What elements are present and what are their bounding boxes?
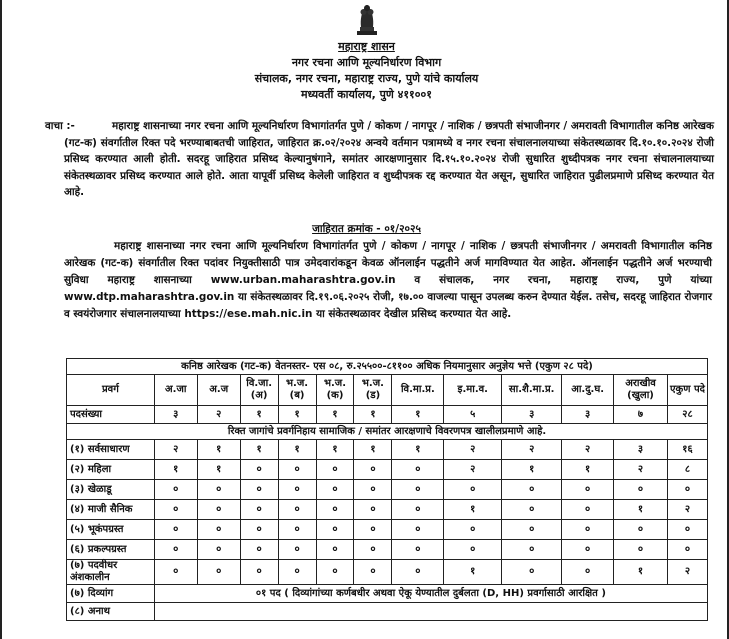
table-cell: १ [316, 406, 354, 424]
advertisement-body: महाराष्ट्र शासनाच्या नगर रचना आणि मूल्यनिर्धारण विभागांतर्गत पुणे / कोकण / नागपूर / नाशिक / छत्रपती संभाजीनगर / अमरावती विभागातील कनिष्ठ आरेखक (गट-क) संवर्गातील रिक्त पदांवर नियुक्तीसाठी पात्र उमेदवारांकडून केवळ ऑनलाईन पद्धतीने अर्ज मागविण्यात येत आहेत. ऑनलाईन पद्धतीने अर्ज भरण्याची सुविधा महाराष्ट्र शासनाच्या www.urban.maharashtra.gov.in व संचालक, नगर रचना, महाराष्ट्र राज्य, पुणे यांच्या www.dtp.maharashtra.gov.in या संकेतस्थळावर दि.१९.०६.२०२५ रोजी, १७.०० वाजल्या पासून उपलब्ध करुन देण्यात येईल. तसेच, सदरहू जाहिरात रोजगार व स्वयंरोजगार संचालनालयाच्या https://ese.mah.nic.in या संकेतस्थळावर देखील प्रसिध्द करण्यात येत आहे. [64, 240, 712, 320]
table-row [67, 560, 708, 585]
header-cell: एकुण पदे [667, 375, 707, 406]
table-cell: ० [444, 480, 502, 500]
table-cell: २ [667, 560, 707, 585]
divyang-row [67, 585, 708, 603]
reference-label: वाचा :- [45, 120, 75, 132]
table-title: कनिष्ठ आरेखक (गट-क) वेतनस्तर- एस ०८, रु.२५५००-८११०० अधिक नियमानुसार अनुज्ञेय भत्ते (एकुण २८ पदे) [67, 359, 708, 375]
header-cell: अराखीव (खुला) [614, 375, 668, 406]
table-cell: ० [278, 540, 316, 560]
table-cell: ० [354, 460, 392, 480]
table-cell: ० [444, 520, 502, 540]
table-cell: २ [614, 460, 668, 480]
table-cell: ० [562, 560, 614, 585]
table-cell: ० [197, 500, 240, 520]
table-cell: ० [667, 480, 707, 500]
table-cell: पदसंख्या [67, 406, 155, 424]
header-government: महाराष्ट्र शासन [338, 40, 395, 53]
row-category-label: (१) सर्वसाधारण [67, 440, 155, 460]
table-cell: ० [562, 480, 614, 500]
table-cell: ० [316, 480, 354, 500]
reservation-rows [67, 440, 708, 585]
table-cell: १ [154, 460, 197, 480]
header-cell: अ.ज [197, 375, 240, 406]
table-cell: १ [240, 440, 278, 460]
table-row [67, 540, 708, 560]
table-cell: ० [392, 500, 444, 520]
vacancy-table [66, 358, 708, 621]
table-cell: ० [614, 480, 668, 500]
row-category-label: (४) माजी सैनिक [67, 500, 155, 520]
reference-text: महाराष्ट्र शासनाच्या नगर रचना आणि मूल्यनिर्धारण विभागांतर्गत पुणे / कोकण / नागपूर / नाशिक / छत्रपती संभाजीनगर / अमरावती विभागातील कनिष्ठ आरेखक (गट-क) संवर्गातील रिक्त पदे भरण्याबाबतची जाहिरात, जाहिरात क्र.०२/२०२४ अन्वये वर्तमान पत्रामध्ये व नगर रचना संचालनालयाच्या संकेतस्थळावर दि.१०.१०.२०२४ रोजी प्रसिध्द करण्यात आली होती. सदरहू जाहिरात प्रसिध्द केल्यानुषंगाने, समांतर आरक्षणानुसार दि.१५.१०.२०२४ रोजी सुधारित शुध्दीपत्रक नगर रचना संचालनालयाच्या संकेतस्थळावर प्रसिध्द करण्यात आले होते. आता यापूर्वी प्रसिध्द केलेली जाहिरात व शुध्दीपत्रक रद्द करण्यात येत असून, सुधारित जाहिरात पुढीलप्रमाणे प्रसिध्द करण्यात येत आहे. [64, 120, 714, 198]
table-cell: १ [240, 406, 278, 424]
table-cell: २ [562, 440, 614, 460]
table-cell: १ [278, 406, 316, 424]
table-cell: ० [278, 520, 316, 540]
table-cell: ० [197, 560, 240, 585]
table-cell: ० [392, 460, 444, 480]
table-cell: ० [197, 520, 240, 540]
table-cell: ० [614, 520, 668, 540]
table-cell: ० [154, 520, 197, 540]
table-cell: ० [278, 480, 316, 500]
header-cell: भ.ज. (ब) [278, 375, 316, 406]
table-cell: ० [197, 540, 240, 560]
table-cell: १ [278, 440, 316, 460]
header-cell: अ.जा [154, 375, 197, 406]
table-cell: ० [392, 540, 444, 560]
table-cell: ० [278, 500, 316, 520]
reference-paragraph [45, 118, 714, 201]
table-cell: ० [502, 540, 562, 560]
table-cell: ० [444, 540, 502, 560]
table-cell: २ [197, 406, 240, 424]
table-cell: २ [444, 440, 502, 460]
table-cell: ० [316, 540, 354, 560]
table-subtitle: रिक्त जागांचे प्रवर्गनिहाय सामाजिक / समांतर आरक्षणाचे विवरणपत्र खालीलप्रमाणे आहे. [67, 424, 708, 440]
table-cell: ० [316, 460, 354, 480]
header-department: नगर रचना आणि मूल्यनिर्धारण विभाग [291, 56, 442, 69]
table-cell: ३ [154, 406, 197, 424]
table-cell: ० [240, 500, 278, 520]
row-category-label: (३) खेळाडू [67, 480, 155, 500]
anath-row [67, 603, 708, 621]
table-cell: ० [197, 480, 240, 500]
anath-empty [154, 603, 707, 621]
row-category-label: (६) प्रकल्पग्रस्त [67, 540, 155, 560]
table-cell: ८ [667, 460, 707, 480]
table-cell: ० [354, 560, 392, 585]
header-office: संचालक, नगर रचना, महाराष्ट्र राज्य, पुणे यांचे कार्यालय [254, 72, 479, 85]
table-cell: ५ [444, 406, 502, 424]
table-cell: २ [154, 440, 197, 460]
table-cell: ० [667, 520, 707, 540]
table-cell: १ [444, 500, 502, 520]
divyang-label: (७) दिव्यांग [67, 585, 155, 603]
table-cell: ० [562, 500, 614, 520]
table-cell: ० [154, 480, 197, 500]
table-cell: २ [444, 460, 502, 480]
header-cell: आ.दु.घ. [562, 375, 614, 406]
row-category-label: (५) भूकंपग्रस्त [67, 520, 155, 540]
table-row [67, 520, 708, 540]
table-cell: ० [278, 560, 316, 585]
table-cell: ० [240, 540, 278, 560]
table-cell: १ [444, 560, 502, 585]
table-cell: १ [502, 460, 562, 480]
table-cell: ० [154, 560, 197, 585]
header-cell: भ.ज. (ड) [354, 375, 392, 406]
table-cell: ० [667, 540, 707, 560]
table-cell: ० [392, 480, 444, 500]
header-cell: प्रवर्ग [67, 375, 155, 406]
row-category-label: (७) पदवीधर अंशकालीन [67, 560, 155, 585]
table-cell: २ [667, 500, 707, 520]
table-cell: ० [562, 520, 614, 540]
table-cell: ० [240, 480, 278, 500]
table-cell: १ [392, 406, 444, 424]
table-cell: ० [354, 500, 392, 520]
advertisement-title: जाहिरात क्रमांक - ०१/२०२५ [312, 223, 421, 235]
table-cell: ० [502, 480, 562, 500]
table-cell: ० [316, 560, 354, 585]
header-cell: भ.ज. (क) [316, 375, 354, 406]
table-cell: ० [354, 540, 392, 560]
table-cell: ० [240, 460, 278, 480]
table-cell: ० [392, 560, 444, 585]
header-cell: वि.जा. (अ) [240, 375, 278, 406]
anath-label: (८) अनाथ [67, 603, 155, 621]
table-cell: ० [240, 560, 278, 585]
table-row [67, 480, 708, 500]
table-cell: ० [316, 520, 354, 540]
table-cell: ० [502, 560, 562, 585]
table-cell: १ [316, 440, 354, 460]
table-cell: ० [278, 460, 316, 480]
divyang-text: ०१ पद ( दिव्यांगांच्या कर्णबधीर अथवा ऐकू येण्यातील दुर्बलता (D, HH) प्रवर्गासाठी आरक्षित ) [154, 585, 707, 603]
table-row [67, 460, 708, 480]
table-cell: ० [562, 540, 614, 560]
table-cell: ० [240, 520, 278, 540]
table-cell: ० [154, 540, 197, 560]
state-emblem-icon [354, 2, 380, 36]
table-cell: १ [197, 440, 240, 460]
table-cell: १६ [667, 440, 707, 460]
table-cell: ३ [614, 440, 668, 460]
table-row [67, 440, 708, 460]
table-cell: १ [614, 500, 668, 520]
table-cell: २ [502, 440, 562, 460]
header-cell: इ.मा.व. [444, 375, 502, 406]
header-cell: वि.मा.प्र. [392, 375, 444, 406]
table-header-row [67, 375, 708, 406]
table-cell: १ [392, 440, 444, 460]
table-cell: ० [392, 520, 444, 540]
table-cell: ० [614, 540, 668, 560]
table-cell: ० [354, 520, 392, 540]
table-cell: १ [354, 440, 392, 460]
table-cell: ० [154, 500, 197, 520]
header-cell: सा.शै.मा.प्र. [502, 375, 562, 406]
table-cell: ० [502, 520, 562, 540]
table-cell: ० [502, 500, 562, 520]
table-cell: १ [562, 460, 614, 480]
table-cell: ० [316, 500, 354, 520]
header-address: मध्यवर्ती कार्यालय, पुणे ४११००१ [301, 88, 432, 101]
table-cell: १ [197, 460, 240, 480]
table-cell: ३ [502, 406, 562, 424]
table-cell: ३ [562, 406, 614, 424]
table-row [67, 500, 708, 520]
table-cell: १ [354, 406, 392, 424]
table-cell: १ [614, 560, 668, 585]
table-cell: ७ [614, 406, 668, 424]
table-cell: २८ [667, 406, 707, 424]
table-cell: ० [354, 480, 392, 500]
row-category-label: (२) महिला [67, 460, 155, 480]
post-count-row [67, 406, 708, 424]
